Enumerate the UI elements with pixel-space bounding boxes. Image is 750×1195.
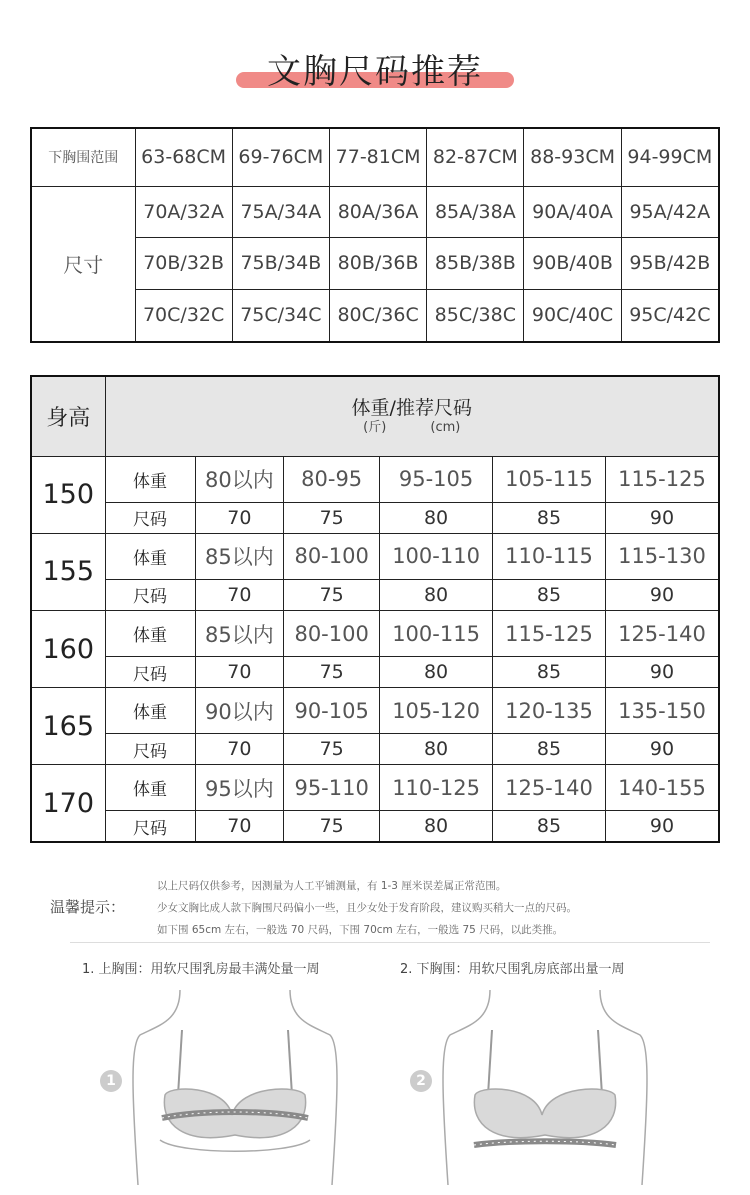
size-cell: 75B/34B [232, 238, 329, 290]
size-label: 尺码 [105, 579, 195, 610]
size-label: 尺码 [105, 502, 195, 533]
weight-row [31, 765, 719, 811]
unit-header-text: (斤) (cm) [363, 420, 461, 436]
size-value: 85 [493, 657, 606, 688]
size-value: 75 [284, 734, 380, 765]
header-row [31, 376, 719, 456]
size-value: 75 [284, 811, 380, 842]
size-cell: 70C/32C [135, 289, 232, 342]
weight-value: 80-95 [284, 456, 380, 502]
size-value: 75 [284, 502, 380, 533]
range-cell: 63-68CM [135, 128, 232, 186]
size-value: 90 [605, 502, 719, 533]
size-value: 85 [493, 579, 606, 610]
range-cell: 69-76CM [232, 128, 329, 186]
divider [70, 942, 710, 943]
size-cell: 95A/42A [621, 186, 719, 238]
weight-value: 80-100 [284, 533, 380, 579]
weight-value: 90-105 [284, 688, 380, 734]
weight-value: 100-110 [380, 533, 493, 579]
height-header: 身高 [31, 376, 105, 456]
size-cell: 85A/38A [427, 186, 524, 238]
weight-value: 95-105 [380, 456, 493, 502]
size-value: 80 [380, 657, 493, 688]
main-header-text: 体重/推荐尺码 [351, 396, 472, 419]
size-label: 尺寸 [31, 186, 135, 342]
weight-value: 125-140 [605, 610, 719, 656]
height-weight-table [30, 375, 720, 843]
weight-row [31, 688, 719, 734]
size-value: 85 [493, 502, 606, 533]
weight-value: 95以内 [195, 765, 284, 811]
size-row [31, 811, 719, 842]
size-cell: 80B/36B [329, 238, 426, 290]
weight-value: 120-135 [493, 688, 606, 734]
weight-value: 90以内 [195, 688, 284, 734]
weight-label: 体重 [105, 456, 195, 502]
cup-size-table [30, 127, 720, 343]
size-value: 90 [605, 579, 719, 610]
size-value: 90 [605, 811, 719, 842]
size-value: 90 [605, 734, 719, 765]
page-title: 文胸尺码推荐 [267, 52, 483, 92]
size-label: 尺码 [105, 657, 195, 688]
weight-label: 体重 [105, 610, 195, 656]
size-cell: 95B/42B [621, 238, 719, 290]
height-cell: 155 [31, 533, 105, 610]
step-2-badge: 2 [410, 1070, 432, 1092]
size-row [31, 502, 719, 533]
weight-label: 体重 [105, 688, 195, 734]
size-value: 70 [195, 811, 284, 842]
size-value: 80 [380, 734, 493, 765]
size-cell: 75A/34A [232, 186, 329, 238]
weight-value: 105-120 [380, 688, 493, 734]
size-value: 90 [605, 657, 719, 688]
lower-bust-caption: 2. 下胸围：用软尺围乳房底部出量一周 [400, 962, 625, 977]
weight-value: 85以内 [195, 610, 284, 656]
tip-line: 如下围 65cm 左右，一般选 70 尺码，下围 70cm 左右，一般选 75 尺码，以此类推。 [157, 924, 564, 936]
weight-size-header [105, 376, 719, 456]
tip-line: 以上尺码仅供参考，因测量为人工平铺测量，有 1-3 厘米误差属正常范围。 [157, 880, 507, 892]
size-row-c [31, 289, 719, 342]
range-cell: 82-87CM [427, 128, 524, 186]
range-cell: 94-99CM [621, 128, 719, 186]
size-cell: 80C/36C [329, 289, 426, 342]
size-cell: 90A/40A [524, 186, 621, 238]
weight-value: 115-125 [493, 610, 606, 656]
lower-bust-illustration [430, 985, 660, 1190]
size-value: 70 [195, 502, 284, 533]
weight-value: 105-115 [493, 456, 606, 502]
height-rows [31, 456, 719, 842]
weight-label: 体重 [105, 533, 195, 579]
weight-value: 115-130 [605, 533, 719, 579]
weight-value: 100-115 [380, 610, 493, 656]
size-cell: 70B/32B [135, 238, 232, 290]
size-value: 85 [493, 734, 606, 765]
upper-bust-illustration [120, 985, 350, 1190]
tip-line: 少女文胸比成人款下胸围尺码偏小一些，且少女处于发育阶段，建议购买稍大一点的尺码。 [157, 902, 577, 914]
upper-bust-caption: 1. 上胸围：用软尺围乳房最丰满处量一周 [82, 962, 320, 977]
size-value: 80 [380, 579, 493, 610]
height-cell: 165 [31, 688, 105, 765]
size-value: 70 [195, 657, 284, 688]
weight-row [31, 456, 719, 502]
weight-value: 80-100 [284, 610, 380, 656]
size-label: 尺码 [105, 734, 195, 765]
height-cell: 170 [31, 765, 105, 842]
size-cell: 75C/34C [232, 289, 329, 342]
weight-label: 体重 [105, 765, 195, 811]
weight-row [31, 533, 719, 579]
size-value: 75 [284, 657, 380, 688]
size-row-a [31, 186, 719, 238]
step-1-badge: 1 [100, 1070, 122, 1092]
tips-label: 温馨提示： [50, 898, 126, 916]
size-value: 80 [380, 502, 493, 533]
size-value: 70 [195, 579, 284, 610]
range-label: 下胸围范围 [31, 128, 135, 186]
size-row [31, 657, 719, 688]
size-cell: 70A/32A [135, 186, 232, 238]
size-cell: 85B/38B [427, 238, 524, 290]
weight-value: 110-115 [493, 533, 606, 579]
weight-value: 135-150 [605, 688, 719, 734]
range-row [31, 128, 719, 186]
size-value: 85 [493, 811, 606, 842]
size-row-b [31, 238, 719, 290]
title-section [0, 40, 750, 100]
weight-value: 140-155 [605, 765, 719, 811]
size-row [31, 579, 719, 610]
range-cell: 88-93CM [524, 128, 621, 186]
size-cell: 90C/40C [524, 289, 621, 342]
weight-value: 125-140 [493, 765, 606, 811]
size-cell: 90B/40B [524, 238, 621, 290]
weight-value: 110-125 [380, 765, 493, 811]
weight-value: 85以内 [195, 533, 284, 579]
size-cell: 85C/38C [427, 289, 524, 342]
weight-row [31, 610, 719, 656]
size-value: 75 [284, 579, 380, 610]
size-row [31, 734, 719, 765]
height-cell: 160 [31, 610, 105, 687]
size-value: 80 [380, 811, 493, 842]
size-value: 70 [195, 734, 284, 765]
size-cell: 80A/36A [329, 186, 426, 238]
weight-value: 115-125 [605, 456, 719, 502]
size-label: 尺码 [105, 811, 195, 842]
weight-value: 80以内 [195, 456, 284, 502]
height-cell: 150 [31, 456, 105, 533]
size-cell: 95C/42C [621, 289, 719, 342]
weight-value: 95-110 [284, 765, 380, 811]
range-cell: 77-81CM [329, 128, 426, 186]
